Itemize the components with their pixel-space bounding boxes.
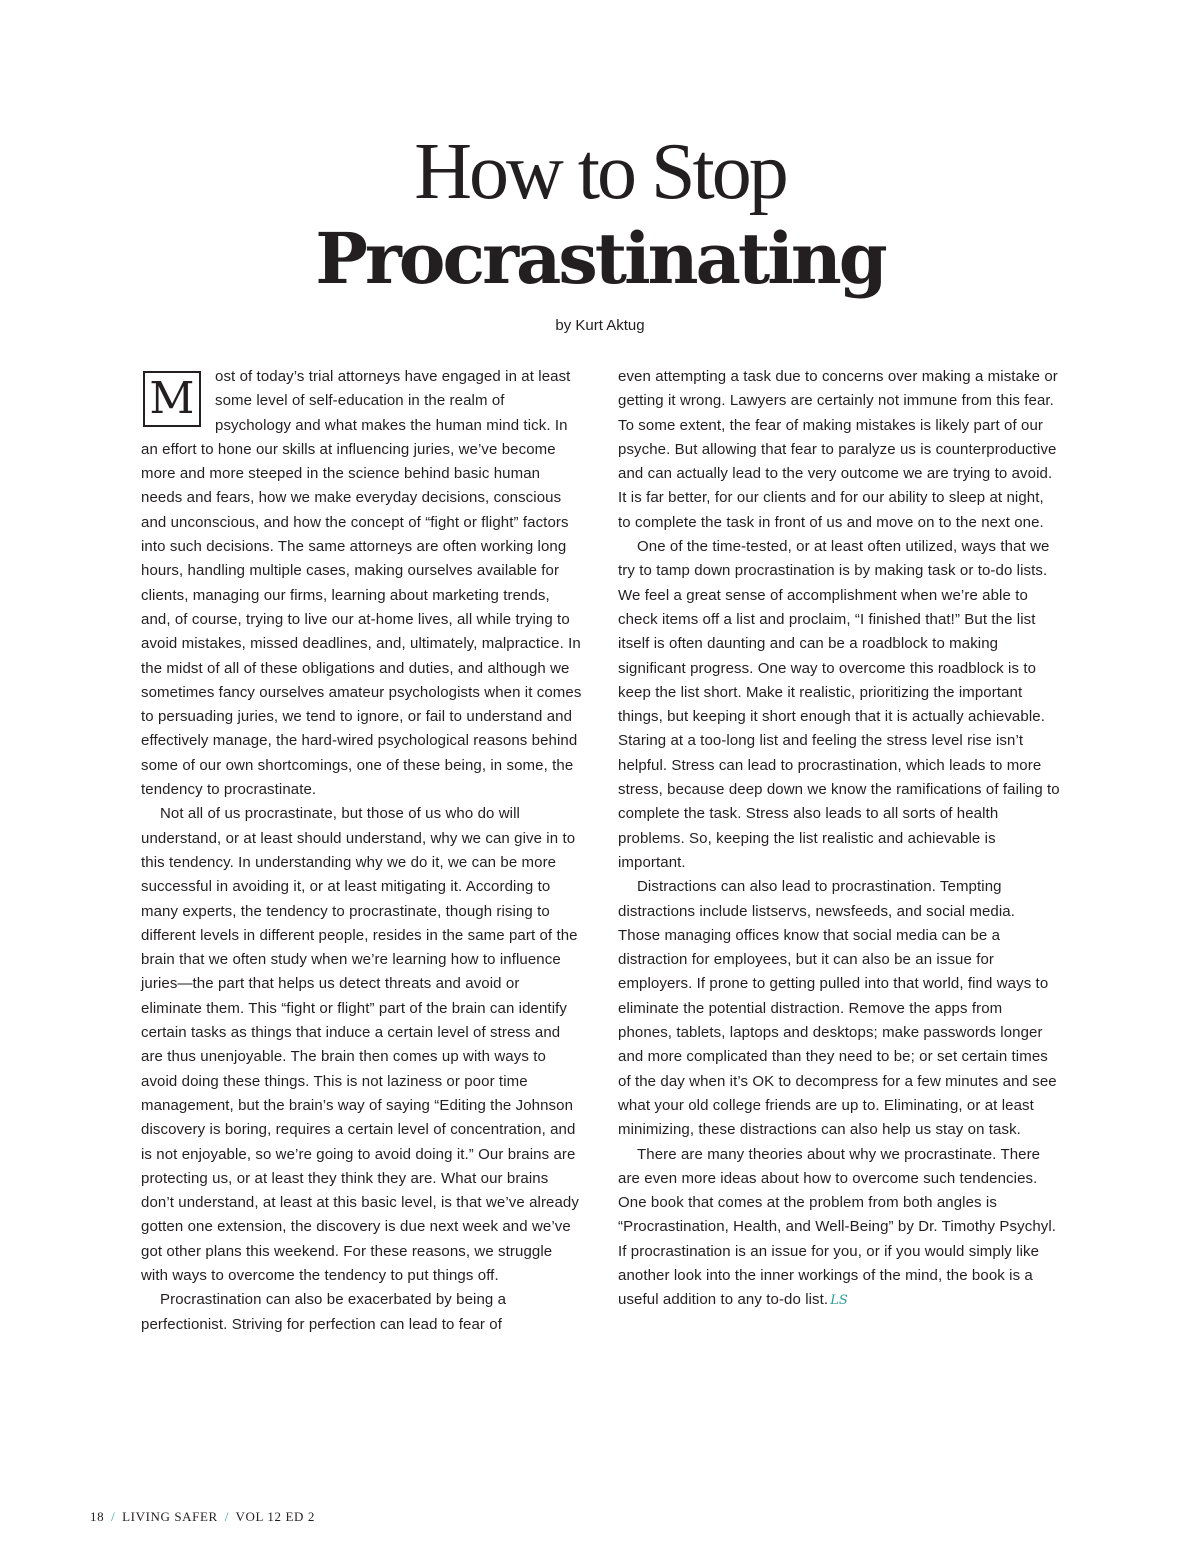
footer-separator: / <box>224 1509 229 1524</box>
page-number: 18 <box>90 1509 105 1524</box>
right-column <box>618 365 1060 1314</box>
footer-separator: / <box>111 1509 116 1524</box>
byline: by Kurt Aktug <box>555 317 645 334</box>
article-title <box>0 128 1200 302</box>
title-line-1: How to Stop <box>414 128 786 216</box>
paragraph-6: Distractions can also lead to procrastination. Tempting distractions include listservs, newsfeeds, and social media. Those managing offices know that social media can be a distraction for employees, but it can also be an issue for employers. If prone to getting pulled into that world, find ways to eliminate the potential distraction. Remove the apps from phones, tablets, laptops and desktops; make passwords longer and more complicated than they need to be; or set certain times of the day when it’s OK to decompress for a few minutes and see what your old college friends are up to. Eliminating, or at least minimizing, these distractions can also help us stay on task. <box>618 878 1057 1139</box>
page-footer <box>90 1508 315 1526</box>
title-line-2: Procrastinating <box>315 217 885 300</box>
drop-cap: M <box>143 371 201 427</box>
paragraph-4: even attempting a task due to concerns over making a mistake or getting it wrong. Lawyers are certainly not immune from this fear. To some extent, the fear of making mistakes is likely part of our psyche. But allowing that fear to paralyze us is counterproductive and can actually lead to the very outcome we are trying to avoid. It is far better, for our clients and for our ability to sleep at night, to complete the task in front of us and move on to the next one. <box>618 368 1058 531</box>
volume-label: VOL 12 ED 2 <box>235 1509 315 1524</box>
end-mark-icon: LS <box>830 1293 848 1309</box>
paragraph-1 <box>141 365 583 802</box>
paragraph-1-text: ost of today’s trial attorneys have engaged in at least some level of self-education in the realm of psychology and what makes the human mind tick. In an effort to hone our skills at influencing juries, we’ve become more and more steeped in the science behind basic human needs and fears, how we make everyday decisions, conscious and unconscious, and how the concept of “fight or flight” factors into such decisions. The same attorneys are often working long hours, handling multiple cases, making ourselves available for clients, managing our firms, learning about marketing trends, and, of course, trying to live our at-home lives, all while trying to avoid mistakes, missed deadlines, and, ultimately, malpractice. In the midst of all of these obligations and duties, and although we sometimes fancy ourselves amateur psychologists when it comes to persuading juries, we tend to ignore, or fail to understand and effectively manage, the hard-wired psychological reasons behind some of our own shortcomings, one of these being, in some, the tendency to procrastinate. <box>141 368 582 799</box>
paragraph-7 <box>618 1143 1060 1314</box>
paragraph-5: One of the time-tested, or at least often utilized, ways that we try to tamp down procrastination is by making task or to-do lists. We feel a great sense of accomplishment when we’re able to check items off a list and proclaim, “I finished that!” But the list itself is often daunting and can be a roadblock to making significant progress. One way to overcome this roadblock is to keep the list short. Make it realistic, prioritizing the important things, but keeping it short enough that it is actually achievable. Staring at a too-long list and feeling the stress level rise isn’t helpful. Stress can lead to procrastination, which leads to more stress, because deep down we know the ramifications of failing to complete the task. Stress also leads to all sorts of health problems. So, keeping the list realistic and achievable is important. <box>618 538 1060 871</box>
left-column <box>141 365 583 1337</box>
paragraph-2: Not all of us procrastinate, but those of us who do will understand, or at least should understand, why we can give in to this tendency. In understanding why we do it, we can be more successful in avoiding it, or at least mitigating it. According to many experts, the tendency to procrastinate, though rising to different levels in different people, resides in the same part of the brain that we often study when we’re learning how to influence juries—the part that helps us detect threats and avoid or eliminate them. This “fight or flight” part of the brain can identify certain tasks as things that induce a certain level of stress and are thus unenjoyable. The brain then comes up with ways to avoid doing these things. This is not laziness or poor time management, but the brain’s way of saying “Editing the Johnson discovery is boring, requires a certain level of concentration, and is not enjoyable, so we’re going to avoid doing it.” Our brains are protecting us, or at least they think they are. What our brains don’t understand, at least at this basic level, is that we’ve already gotten one extension, the discovery is due next week and we’ve got other plans this weekend. For these reasons, we struggle with ways to overcome the tendency to put things off. <box>141 805 579 1284</box>
paragraph-3: Procrastination can also be exacerbated by being a perfectionist. Striving for perfection can lead to fear of <box>141 1291 507 1333</box>
publication-name: LIVING SAFER <box>122 1509 218 1524</box>
paragraph-7-text: There are many theories about why we procrastinate. There are even more ideas about how to overcome such tendencies. One book that comes at the problem from both angles is “Procrastination, Health, and Well-Being” by Dr. Timothy Psychyl. If procrastination is an issue for you, or if you would simply like another look into the inner workings of the mind, the book is a useful addition to any to-do list. <box>618 1145 1057 1309</box>
